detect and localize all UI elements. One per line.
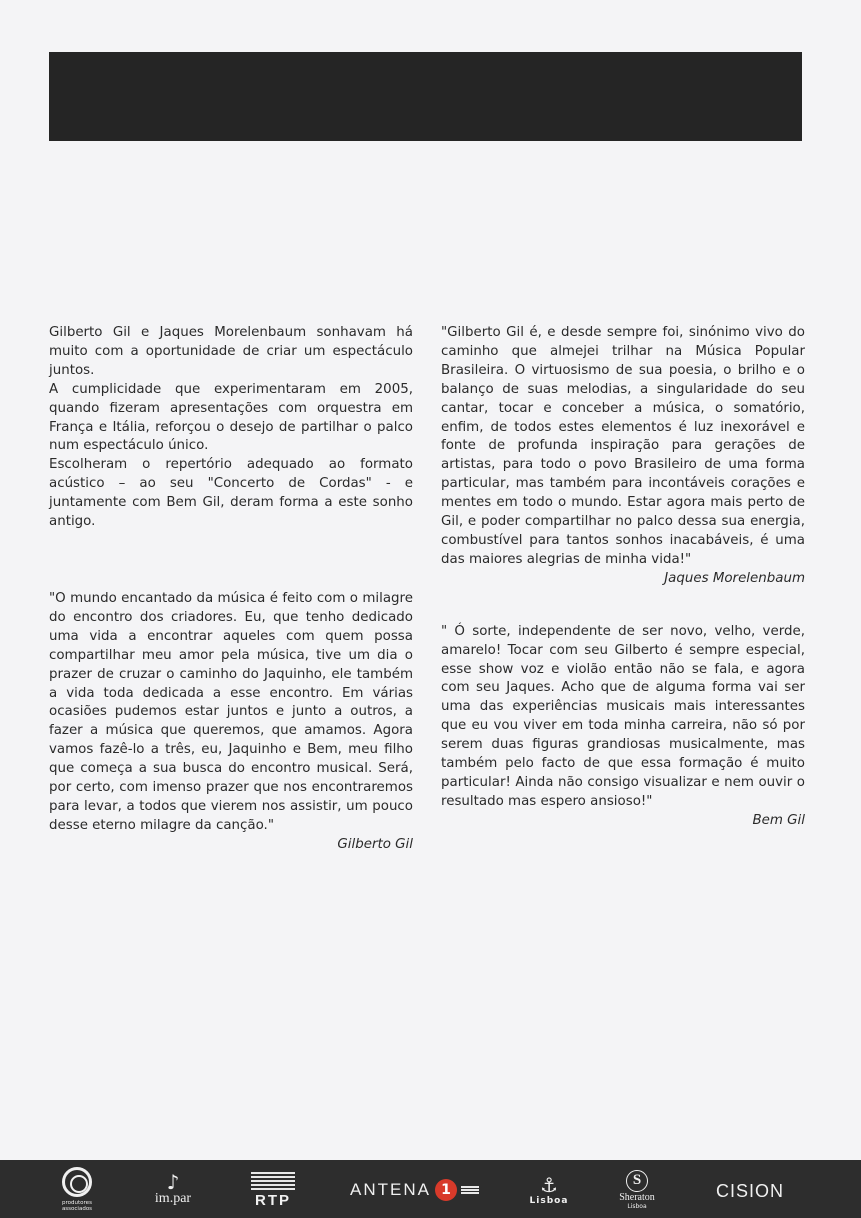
impar-label: im.par: [154, 1191, 192, 1206]
ship-icon: ⚓: [540, 1173, 558, 1197]
music-note-icon: ♪: [166, 1170, 180, 1194]
produtores-label: produtores associados: [61, 1199, 93, 1212]
sponsor-footer: [0, 1160, 861, 1218]
rtp-stripes-icon: [251, 1172, 295, 1192]
gilberto-quote: "O mundo encantado da música é feito com o milagre do encontro dos criadores. Eu, que tenho dedicado uma vida a encontrar aqueles com quem possa compartilhar meu amor pela música, tive um dia o prazer de cruzar o caminho do Jaquinho, ele também a vida toda dedicada a esse encontro. Em várias ocasiões pudemos estar juntos e junto a outros, a fazer a música que queremos, que amamos. Agora vamos fazê-lo a três, eu, Jaquinho e Bem, meu filho que começa a sua busca do encontro musical. Será, por certo, com imenso prazer que nos encontraremos para levar, a todos que vierem nos assistir, um pouco desse eterno milagre da canção.": [49, 590, 413, 833]
antena-logo: [350, 1178, 479, 1202]
sheraton-sub-label: Lisboa: [627, 1203, 647, 1210]
header-bar: [49, 52, 802, 141]
left-column: [49, 324, 413, 855]
gilberto-signature: Gilberto Gil: [337, 836, 413, 852]
cision-label: CISION: [716, 1180, 785, 1201]
antena-number-badge: 1: [435, 1179, 457, 1201]
sheraton-label: Sheraton: [619, 1192, 655, 1203]
antena-lines-icon: [461, 1186, 479, 1194]
camara-lisboa-logo: [526, 1166, 572, 1214]
sheraton-crest-icon: S: [626, 1170, 648, 1192]
cision-logo: [716, 1180, 784, 1202]
jaques-signature: Jaques Morelenbaum: [664, 570, 805, 586]
jaques-quote: "Gilberto Gil é, e desde sempre foi, sinónimo vivo do caminho que almejei trilhar na Música Popular Brasileira. O virtuosismo de sua poesia, o brilho e o balanço de suas melodias, a singularidade do seu cantar, tocar e conceber a música, o somatório, enfim, de todos estes elementos é luz inexorável e fonte de profunda inspiração para gerações de artistas, para todo o povo Brasileiro de uma forma particular, mas também para incontáveis corações e mentes em todo o mundo. Estar agora mais perto de Gil, e poder compartilhar no palco dessa sua energia, combustível para tantos sonhos inacabáveis, é uma das maiores alegrias de minha vida!": [441, 325, 805, 567]
produtores-ring-icon: [62, 1167, 92, 1197]
rtp-logo: [245, 1170, 301, 1210]
bem-quote: " Ó sorte, independente de ser novo, velho, verde, amarelo! Tocar com seu Gilberto é sempre especial, esse show voz e violão então não se fala, e agora com seu Jaques. Acho que de alguma forma vai ser uma das experiências musicais mais interessantes que eu vou viver em toda minha carreira, não só por serem duas figuras grandiosas musicalmente, mas também pelo facto de que essa formação é muito particular! Ainda não consigo visualizar e nem ouvir o resultado mas espero ansioso!": [441, 623, 805, 809]
bem-signature: Bem Gil: [752, 812, 805, 828]
intro-paragraph-2: A cumplicidade que experimentaram em 2005, quando fizeram apresentações com orquestra em França e Itália, reforçou o desejo de partilhar o palco num espectáculo único.: [49, 381, 413, 454]
lisboa-label: Lisboa: [529, 1196, 569, 1206]
impar-logo: [148, 1166, 198, 1212]
intro-paragraph-3: Escolheram o repertório adequado ao formato acústico – ao seu "Concerto de Cordas" - e juntamente com Bem Gil, deram forma a este sonho antigo.: [49, 457, 413, 530]
antena-label: ANTENA: [350, 1180, 431, 1199]
rtp-label: RTP: [255, 1191, 291, 1209]
intro-paragraph-1: Gilberto Gil e Jaques Morelenbaum sonhavam há muito com a oportunidade de criar um espectáculo juntos.: [49, 325, 413, 378]
sheraton-logo: [608, 1164, 666, 1216]
right-column: [441, 324, 805, 831]
produtores-logo: [52, 1164, 102, 1214]
